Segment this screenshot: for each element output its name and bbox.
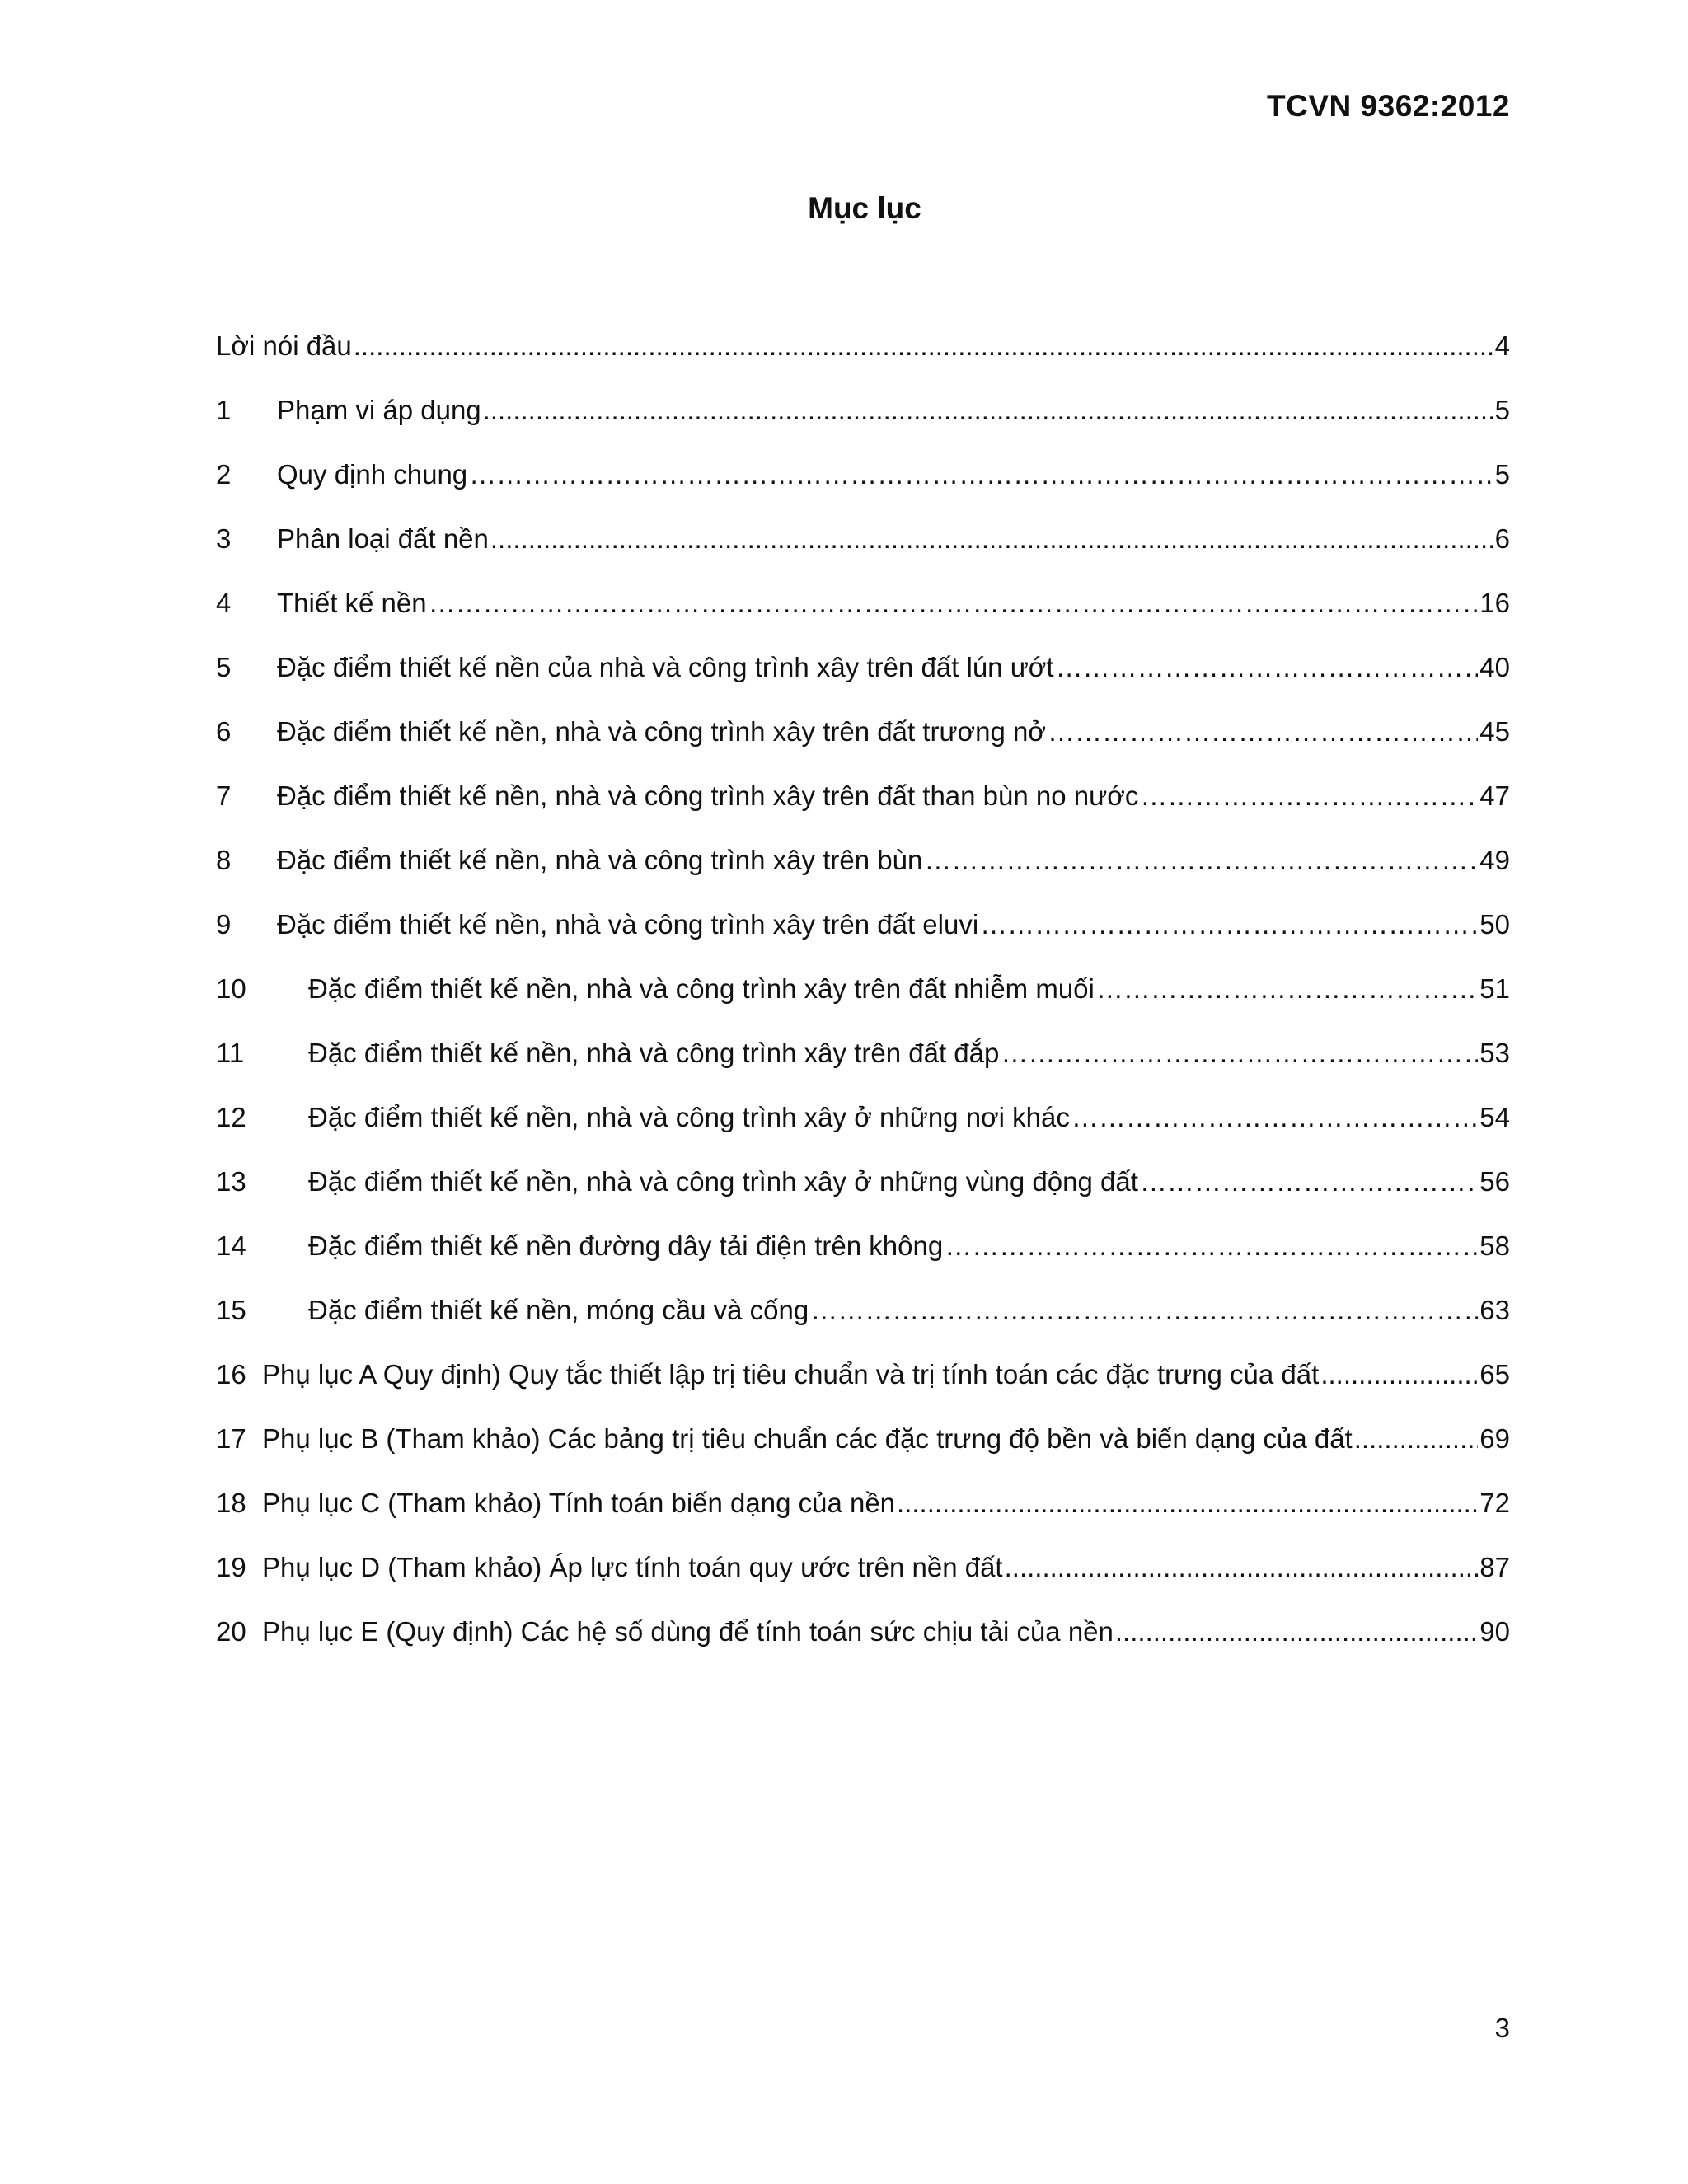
toc-entry-appendix-d[interactable]: [216, 1543, 1510, 1607]
toc-entry-text: Đặc điểm thiết kế nền, nhà và công trình xây trên đất trương nở: [277, 716, 1047, 747]
toc-entry-page: 69: [1479, 1423, 1510, 1454]
toc-entry-page: 90: [1479, 1616, 1510, 1647]
toc-entry-number: 12: [216, 1102, 246, 1132]
toc-leader-dots: [1001, 1029, 1478, 1078]
toc-entry-page: 45: [1479, 716, 1510, 747]
toc-entry-number: 3: [216, 523, 232, 554]
toc-entry-10[interactable]: [216, 964, 1510, 1029]
toc-entry-text: Phụ lục B (Tham khảo) Các bảng trị tiêu chuẩn các đặc trưng độ bền và biến dạng của đất: [262, 1423, 1353, 1454]
toc-entry-11[interactable]: [216, 1029, 1510, 1093]
toc-leader-dots: [1048, 707, 1478, 757]
toc-entry-text: Đặc điểm thiết kế nền, nhà và công trình xây trên bùn: [277, 845, 923, 875]
toc-entry-number: 6: [216, 716, 232, 747]
toc-entry-15[interactable]: [216, 1286, 1510, 1350]
toc-entry-3[interactable]: [216, 514, 1510, 579]
toc-entry-page: 4: [1494, 330, 1510, 361]
toc-leader-dots: [1140, 1157, 1478, 1207]
toc-entry-number: 17: [216, 1423, 246, 1454]
toc-entry-page: 56: [1479, 1166, 1510, 1197]
toc-leader-dots: [483, 386, 1493, 435]
toc-entry-text: Lời nói đầu: [216, 330, 352, 361]
toc-entry-text: Phụ lục D (Tham khảo) Áp lực tính toán quy ước trên nền đất: [262, 1552, 1003, 1582]
toc-entry-text: Đặc điểm thiết kế nền, móng cầu và cống: [308, 1295, 809, 1325]
toc-entry-number: 8: [216, 845, 232, 875]
toc-entry-page: 58: [1479, 1230, 1510, 1261]
toc-entry-number: 1: [216, 395, 232, 425]
toc-leader-dots: [1056, 643, 1479, 692]
toc-leader-dots: [429, 579, 1479, 628]
toc-entry-1[interactable]: [216, 386, 1510, 450]
toc-entry-page: 51: [1479, 973, 1510, 1004]
toc-entry-text: Đặc điểm thiết kế nền, nhà và công trình xây ở những nơi khác: [308, 1102, 1070, 1132]
toc-entry-number: 10: [216, 973, 246, 1004]
toc-entry-number: 18: [216, 1488, 246, 1518]
toc-leader-dots: [1320, 1350, 1478, 1399]
toc-entry-number: 11: [216, 1038, 245, 1068]
toc-leader-dots: [354, 321, 1493, 371]
toc-leader-dots: [469, 450, 1493, 499]
toc-entry-14[interactable]: [216, 1221, 1510, 1286]
toc-entry-number: 16: [216, 1359, 246, 1390]
toc-leader-dots: [1096, 964, 1478, 1014]
toc-entry-appendix-c[interactable]: [216, 1479, 1510, 1543]
toc-entry-page: 16: [1479, 588, 1510, 618]
toc-entry-page: 47: [1479, 780, 1510, 811]
toc-entry-text: Phụ lục A Quy định) Quy tắc thiết lập trị tiêu chuẩn và trị tính toán các đặc trưng của đất: [262, 1359, 1320, 1390]
toc-entry-appendix-a[interactable]: [216, 1350, 1510, 1414]
toc-entry-text: Đặc điểm thiết kế nền, nhà và công trình xây trên đất nhiễm muối: [308, 973, 1095, 1004]
toc-entry-page: 6: [1494, 523, 1510, 554]
toc-leader-dots: [810, 1286, 1478, 1335]
toc-entry-4[interactable]: [216, 579, 1510, 643]
toc-entry-7[interactable]: [216, 771, 1510, 836]
toc-entry-text: Đặc điểm thiết kế nền, nhà và công trình xây trên đất đắp: [308, 1038, 1000, 1068]
toc-entry-number: 2: [216, 459, 232, 490]
toc-leader-dots: [1115, 1607, 1478, 1657]
toc-entry-preface[interactable]: [216, 321, 1510, 386]
toc-entry-page: 65: [1479, 1359, 1510, 1390]
toc-leader-dots: [1140, 771, 1478, 821]
toc-entry-number: 13: [216, 1166, 246, 1197]
table-of-contents: [216, 321, 1510, 1671]
toc-leader-dots: [1354, 1414, 1479, 1464]
toc-leader-dots: [980, 900, 1478, 949]
toc-entry-page: 50: [1479, 909, 1510, 940]
toc-leader-dots: [924, 836, 1478, 885]
toc-entry-appendix-e[interactable]: [216, 1607, 1510, 1671]
toc-entry-page: 53: [1479, 1038, 1510, 1068]
toc-entry-2[interactable]: [216, 450, 1510, 514]
toc-entry-13[interactable]: [216, 1157, 1510, 1221]
toc-leader-dots: [490, 514, 1493, 564]
toc-entry-number: 4: [216, 588, 232, 618]
toc-entry-text: Phụ lục C (Tham khảo) Tính toán biến dạng của nền: [262, 1488, 896, 1518]
toc-entry-number: 19: [216, 1552, 246, 1582]
toc-entry-page: 5: [1494, 395, 1510, 425]
toc-leader-dots: [897, 1479, 1478, 1528]
toc-entry-page: 63: [1479, 1295, 1510, 1325]
toc-entry-page: 72: [1479, 1488, 1510, 1518]
toc-entry-appendix-b[interactable]: [216, 1414, 1510, 1479]
toc-leader-dots: [1071, 1093, 1478, 1142]
toc-entry-text: Phân loại đất nền: [277, 523, 489, 554]
toc-entry-text: Đặc điểm thiết kế nền đường dây tải điện trên không: [308, 1230, 944, 1261]
toc-entry-9[interactable]: [216, 900, 1510, 964]
toc-entry-text: Đặc điểm thiết kế nền, nhà và công trình xây trên đất than bùn no nước: [277, 780, 1139, 811]
toc-entry-number: 5: [216, 652, 232, 682]
toc-entry-text: Đặc điểm thiết kế nền của nhà và công trình xây trên đất lún ướt: [277, 652, 1054, 682]
toc-entry-number: 9: [216, 909, 232, 940]
toc-entry-page: 5: [1494, 459, 1510, 490]
toc-entry-page: 49: [1479, 845, 1510, 875]
toc-entry-text: Thiết kế nền: [277, 588, 427, 618]
toc-entry-text: Quy định chung: [277, 459, 468, 490]
toc-entry-number: 14: [216, 1230, 246, 1261]
toc-entry-text: Phạm vi áp dụng: [277, 395, 481, 425]
toc-entry-number: 7: [216, 780, 232, 811]
toc-entry-6[interactable]: [216, 707, 1510, 771]
toc-entry-text: Đặc điểm thiết kế nền, nhà và công trình xây trên đất eluvi: [277, 909, 979, 940]
toc-entry-number: 15: [216, 1295, 246, 1325]
toc-entry-12[interactable]: [216, 1093, 1510, 1157]
toc-title: Mục lục: [808, 191, 921, 225]
document-code: TCVN 9362:2012: [1267, 89, 1510, 123]
toc-entry-8[interactable]: [216, 836, 1510, 900]
page-number: 3: [1494, 2013, 1510, 2043]
toc-entry-page: 87: [1479, 1552, 1510, 1582]
toc-leader-dots: [945, 1221, 1478, 1271]
toc-entry-text: Đặc điểm thiết kế nền, nhà và công trình xây ở những vùng động đất: [308, 1166, 1138, 1197]
toc-entry-page: 54: [1479, 1102, 1510, 1132]
toc-entry-5[interactable]: [216, 643, 1510, 707]
toc-entry-number: 20: [216, 1616, 246, 1647]
toc-entry-text: Phụ lục E (Quy định) Các hệ số dùng để tính toán sức chịu tải của nền: [262, 1616, 1114, 1647]
toc-leader-dots: [1005, 1543, 1479, 1592]
toc-entry-page: 40: [1479, 652, 1510, 682]
